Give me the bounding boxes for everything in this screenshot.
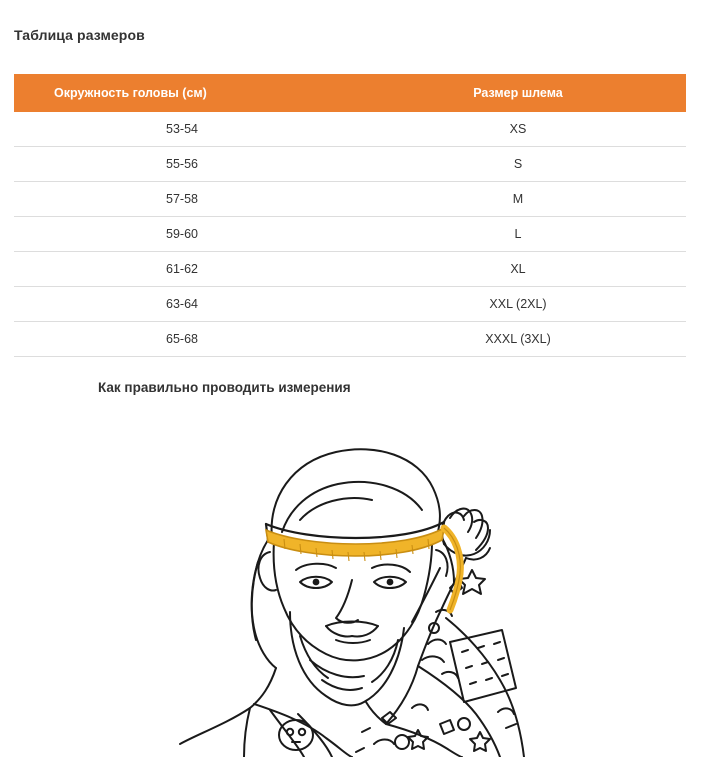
cell-helmet-size: XL [350, 252, 686, 287]
table-row [14, 252, 686, 287]
head-measurement-illustration [150, 412, 570, 757]
cell-circumference: 59-60 [14, 217, 350, 252]
cell-circumference: 53-54 [14, 112, 350, 147]
measurement-instructions-heading: Как правильно проводить измерения [98, 380, 351, 395]
cell-circumference: 55-56 [14, 147, 350, 182]
cell-helmet-size: S [350, 147, 686, 182]
cell-circumference: 63-64 [14, 287, 350, 322]
table-row [14, 322, 686, 357]
cell-helmet-size: L [350, 217, 686, 252]
table-row [14, 287, 686, 322]
table-row [14, 217, 686, 252]
cell-circumference: 61-62 [14, 252, 350, 287]
table-body [14, 112, 686, 357]
cell-circumference: 65-68 [14, 322, 350, 357]
cell-circumference: 57-58 [14, 182, 350, 217]
table-row [14, 112, 686, 147]
cell-helmet-size: XS [350, 112, 686, 147]
size-table [14, 74, 686, 357]
table-header [14, 74, 686, 112]
tape-measure [266, 528, 460, 610]
column-header-circumference: Окружность головы (см) [14, 74, 350, 112]
page-title: Таблица размеров [14, 27, 145, 43]
table-header-row [14, 74, 686, 112]
column-header-helmet-size: Размер шлема [350, 74, 686, 112]
cell-helmet-size: M [350, 182, 686, 217]
table-row [14, 147, 686, 182]
cell-helmet-size: XXXL (3XL) [350, 322, 686, 357]
cell-helmet-size: XXL (2XL) [350, 287, 686, 322]
table-row [14, 182, 686, 217]
